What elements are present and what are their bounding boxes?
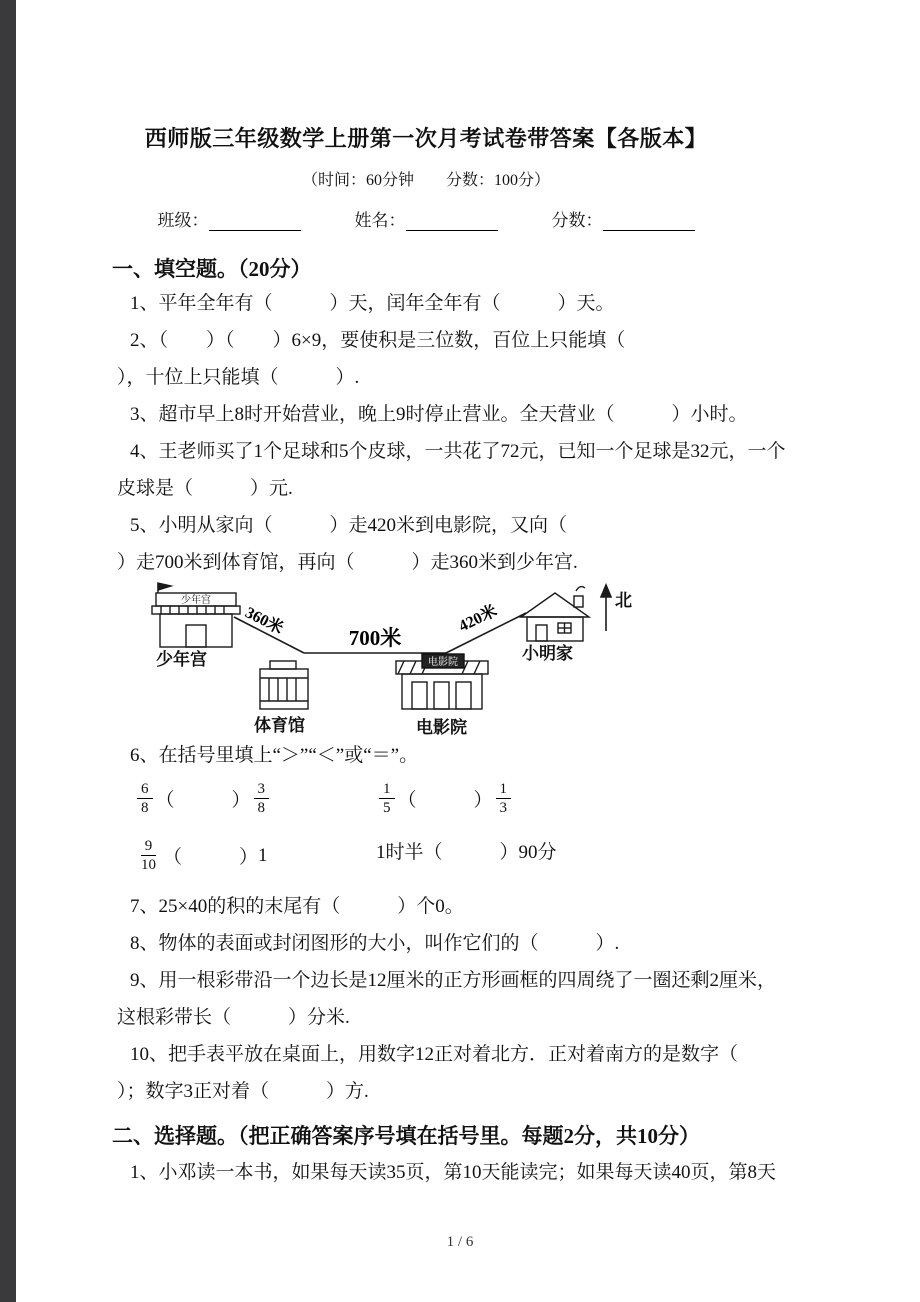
distance-360-label: 360米 bbox=[242, 604, 286, 638]
section-2-heading: 二、选择题。（把正确答案序号填在括号里。每题2分，共10分） bbox=[112, 1124, 700, 1148]
exam-line: 1、平年全年有（ ）天，闰年全年有（ ）天。 bbox=[130, 293, 615, 314]
exam-line: 10、把手表平放在桌面上，用数字12正对着北方．正对着南方的是数字（ bbox=[130, 1044, 739, 1065]
fraction: $\frac{9}{10}$ bbox=[141, 838, 156, 873]
class-field bbox=[158, 206, 301, 231]
score-blank[interactable] bbox=[603, 213, 695, 231]
scan-left-edge bbox=[0, 0, 16, 1302]
exam-meta: （时间：60分钟 分数：100分） bbox=[301, 172, 550, 189]
home-label: 小明家 bbox=[522, 644, 573, 663]
home-icon bbox=[521, 587, 589, 641]
fraction: $\frac{3}{8}$ bbox=[254, 780, 270, 817]
answer-blank[interactable]: （ ） bbox=[155, 790, 251, 811]
youth-palace-label: 少年宫 bbox=[156, 650, 207, 669]
distance-420-label: 420米 bbox=[456, 602, 500, 636]
exam-line: 3、超市早上8时开始营业，晚上9时停止营业。全天营业（ ）小时。 bbox=[130, 404, 748, 425]
class-blank[interactable] bbox=[209, 213, 301, 231]
compare-value: 1 bbox=[258, 844, 268, 866]
north-arrow-icon bbox=[601, 585, 611, 631]
name-blank[interactable] bbox=[406, 213, 498, 231]
exam-line: ）；数字3正对着（ ）方. bbox=[117, 1081, 369, 1102]
exam-line: 4、王老师买了1个足球和5个皮球，一共花了72元，已知一个足球是32元，一个 bbox=[130, 441, 786, 462]
compare-row-2 bbox=[16, 831, 836, 888]
page-number: 1 / 6 bbox=[446, 1234, 474, 1250]
exam-line: ），十位上只能填（ ）. bbox=[117, 367, 360, 388]
youth-palace-sign: 少年宫 bbox=[181, 595, 211, 606]
exam-page bbox=[16, 0, 836, 1191]
exam-line: 1、小邓读一本书，如果每天读35页，第10天能读完；如果每天读40页，第8天 bbox=[130, 1162, 777, 1183]
youth-palace-icon bbox=[152, 583, 240, 647]
exam-line: 这根彩带长（ ）分米. bbox=[117, 1007, 350, 1028]
gym-label: 体育馆 bbox=[254, 716, 305, 735]
student-info-line bbox=[16, 206, 836, 231]
score-field bbox=[552, 206, 695, 231]
exam-line: 5、小明从家向（ ）走420米到电影院，又向（ bbox=[130, 515, 568, 536]
route-diagram bbox=[138, 581, 836, 737]
name-field bbox=[355, 206, 498, 231]
score-label: 分数： bbox=[551, 211, 603, 230]
north-label: 北 bbox=[615, 591, 632, 610]
fraction: $\frac{1}{3}$ bbox=[496, 780, 512, 817]
class-label: 班级： bbox=[157, 211, 209, 230]
answer-blank[interactable]: （ ） bbox=[397, 790, 493, 811]
exam-line: 9、用一根彩带沿一个边长是12厘米的正方形画框的四周绕了一圈还剩2厘米， bbox=[130, 970, 777, 991]
page-title: 西师版三年级数学上册第一次月考试卷带答案【各版本】 bbox=[144, 126, 708, 151]
fraction: $\frac{1}{5}$ bbox=[379, 780, 395, 817]
answer-blank[interactable]: （ ） bbox=[163, 847, 259, 868]
fraction: $\frac{6}{8}$ bbox=[137, 780, 153, 817]
compare-row-1 bbox=[16, 774, 836, 831]
cinema-sign: 电影院 bbox=[428, 657, 458, 668]
section-1-heading: 一、填空题。（20分） bbox=[112, 257, 312, 281]
compare-pair bbox=[134, 780, 272, 817]
exam-line: 皮球是（ ）元. bbox=[117, 478, 293, 499]
exam-line: ）走700米到体育馆，再向（ ）走360米到少年宫. bbox=[117, 552, 578, 573]
cinema-label: 电影院 bbox=[416, 718, 467, 737]
compare-text: 1时半（ ）90分 bbox=[376, 842, 557, 863]
gym-icon bbox=[260, 661, 308, 709]
exam-line: 2、（ ）（ ）6×9，要使积是三位数，百位上只能填（ bbox=[130, 330, 626, 351]
compare-pair bbox=[134, 837, 268, 874]
exam-line-item6: 6、在括号里填上“＞”“＜”或“＝”。 bbox=[130, 745, 419, 766]
exam-line: 8、物体的表面或封闭图形的大小，叫作它们的（ ）. bbox=[130, 933, 620, 954]
name-label: 姓名： bbox=[354, 211, 406, 230]
compare-pair bbox=[376, 780, 514, 817]
exam-line: 7、25×40的积的末尾有（ ）个0。 bbox=[130, 896, 464, 917]
distance-700-label: 700米 bbox=[348, 626, 402, 650]
compare-pair bbox=[376, 837, 557, 864]
